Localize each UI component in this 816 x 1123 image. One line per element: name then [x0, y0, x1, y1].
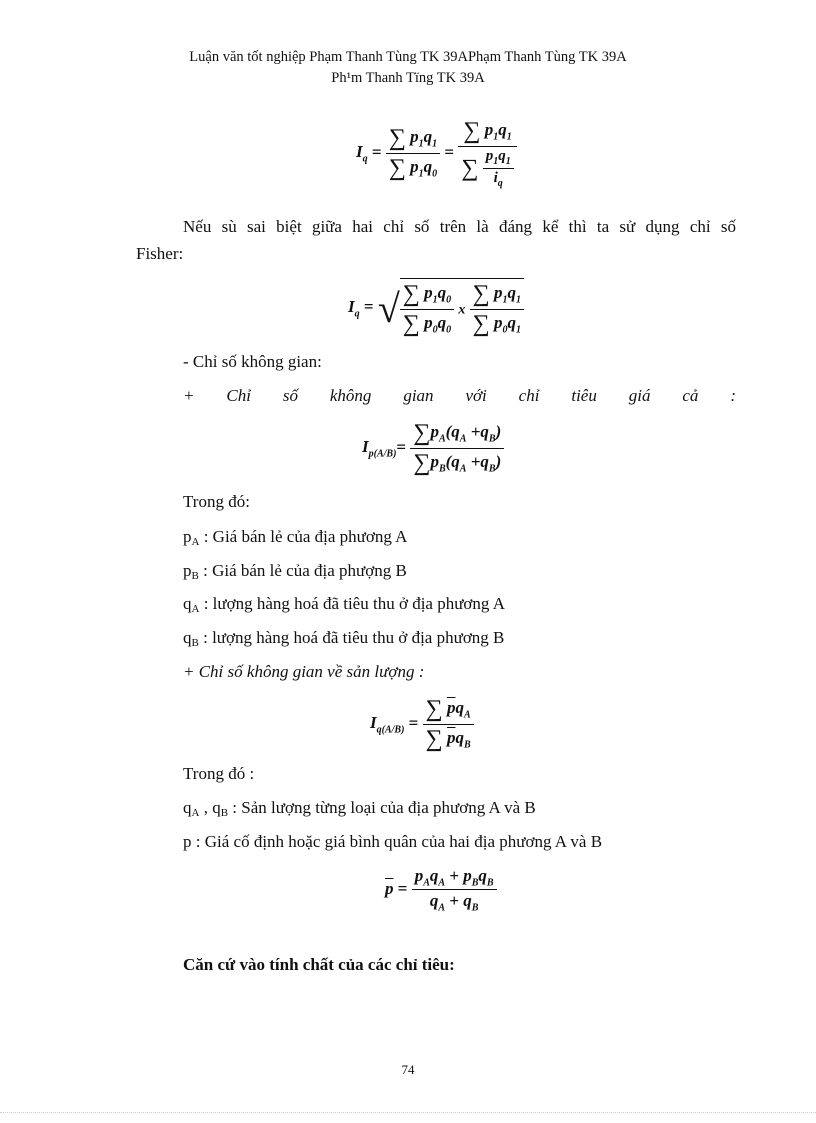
- formula-output-space-index: $I_{q(A/B)}$ = $\frac{\sum \overline{p}q_A}{\sum \overline{p}q_B}$: [370, 696, 474, 753]
- definition-qA-qB: $q_A$ , $q_B$ : Sản lượng từng loại của địa phương A và B: [183, 798, 536, 819]
- running-header-line-1: Luận văn tốt nghiệp Phạm Thanh Tùng TK 39APhạm Thanh Tùng TK 39A: [189, 49, 627, 65]
- formula-price-space-index: $I_{p(A/B)}=$ $\frac{\sum p_A(q_A +q_B)}{\sum p_B(q_A +q_B)}$: [362, 420, 504, 477]
- definition-pB: $p_B$ : Giá bán lẻ của địa phượng B: [183, 561, 407, 582]
- definition-qB: $q_B$ : lượng hàng hoá đã tiêu thu ở địa phương B: [183, 628, 505, 649]
- definition-qA: $q_A$ : lượng hàng hoá đã tiêu thu ở địa phương A: [183, 594, 506, 615]
- formula-fisher-index: $I_q$ = √ $\frac{\sum p_1q_0}{\sum p_0q_0}$ x $\frac{\sum p_1q_1}{\sum p_0q_1}$: [348, 278, 524, 338]
- section-space-index-title: - Chỉ số không gian:: [183, 352, 322, 371]
- label-trong-do-2: Trong đó :: [183, 764, 255, 783]
- definition-p-bar: p : Giá cố định hoặc giá bình quân của hai địa phương A và B: [183, 832, 603, 851]
- paragraph-fisher-intro-line-1: Nếu sù sai biệt giữa hai chỉ số trên là đáng kể thì ta sử dụng chỉ số: [183, 217, 736, 236]
- formula-average-price: $\overline{p}$ = $\frac{p_Aq_A + p_Bq_B}{q_A + q_B}$: [385, 866, 497, 914]
- subtitle-price-space-index: + Chỉ số không gian với chỉ tiêu giá cả :: [183, 386, 736, 405]
- definition-pA: $p_A$ : Giá bán lẻ của địa phương A: [183, 527, 408, 548]
- subtitle-output-space-index: + Chỉ số không gian về sản lượng :: [183, 662, 425, 681]
- paragraph-fisher-intro-line-2: Fisher:: [136, 244, 184, 263]
- label-trong-do-1: Trong đó:: [183, 492, 250, 511]
- page-number: 74: [401, 1062, 415, 1077]
- page-bottom-divider: [0, 1112, 816, 1113]
- running-header-line-2: Ph¹m Thanh Tïng TK 39A: [331, 70, 485, 86]
- conclusion-heading: Căn cứ vào tính chất của các chỉ tiêu:: [183, 955, 455, 974]
- formula-paasche-quantity-index: $I_q$ = $\frac{\sum p_1q_1}{\sum p_1q_0}$ = ∑ $p_1q_1$ ∑ $\frac{p_1q_1}{i_q}$: [356, 118, 517, 189]
